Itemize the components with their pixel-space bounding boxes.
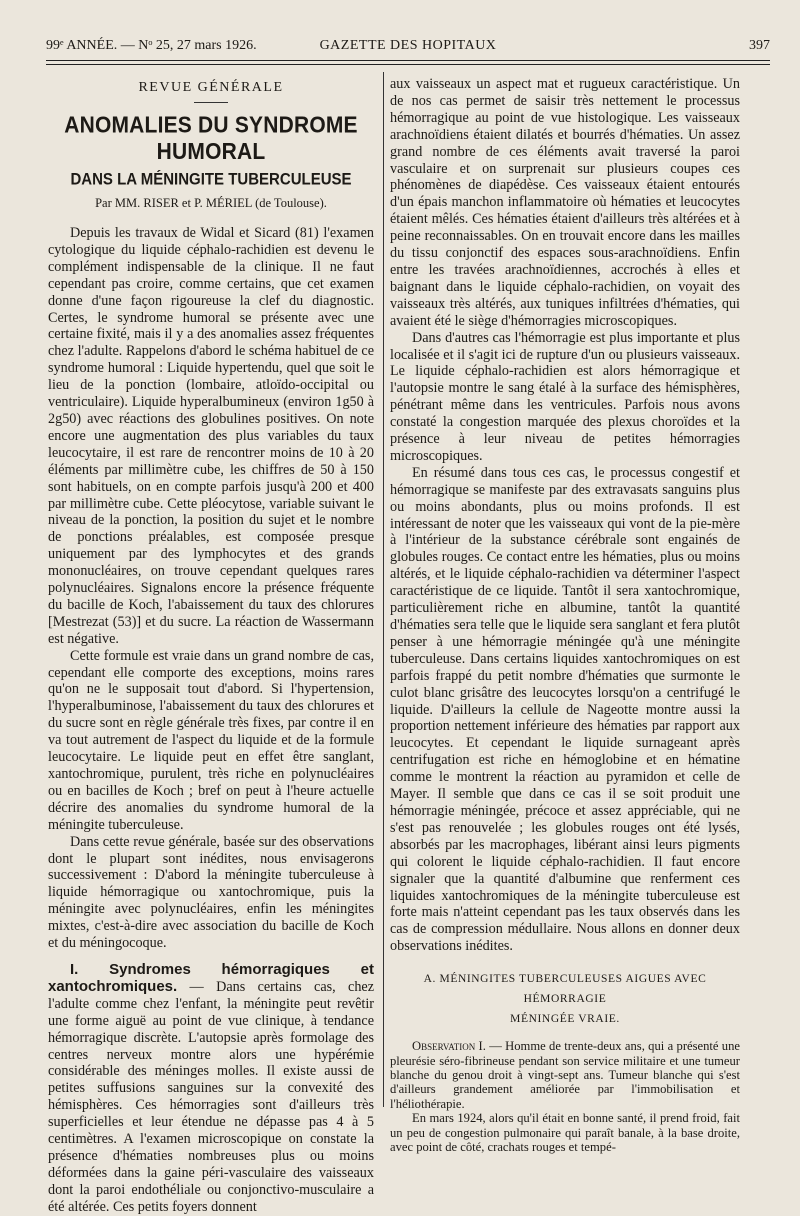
paragraph: Dans cette revue générale, basée sur des observations dont le plupart sont inédites, nous envisagerons successivement : D'abord la méningite tuberculeuse à liquide hémorragique ou xantochromique, puis la méningite avec polynucléaires, enfin les méningites mixtes, c'est-à-dire avec association du bacille de Koch et du méningocoque. [48, 833, 374, 952]
section-text: — Dans certains cas, chez l'adulte comme chez l'enfant, la méningite peut revêtir une forme aiguë au point de vue clinique, à tendance hémorragique discrète. L'autopsie après formolage des centres nerveux montre alors une hypérémie considérable des méninges molles. Il existe aussi de petites suffusions sanguines sur la convexité des hémisphères. Ces hémorragies sont d'ailleurs très superficielles et leur étendue ne dépasse pas 4 à 5 centimètres. A l'examen microscopique on constate la présence d'hématies nombreuses plus ou moins déformées dans la gaine péri-vasculaire des vaisseaux dont la paroi endothéliale ou conjonctivo-musculaire a été altérée. Ces petits foyers donnent [48, 978, 375, 1215]
left-column [48, 76, 374, 1216]
observation-paragraph-2: En mars 1924, alors qu'il était en bonne santé, il prend froid, fait un peu de congestion pulmonaire qui paraît banale, à la base droite, avec point de côté, crachats rouges et tempé- [390, 1111, 740, 1154]
article-title: ANOMALIES DU SYNDROME HUMORAL [64, 112, 358, 165]
page-number: 397 [749, 38, 770, 53]
page-header [46, 38, 770, 60]
paragraph: En résumé dans tous ces cas, le processus congestif et hémorragique se manifeste par des extravasats sanguins plus ou moins abondants, plus ou moins profonds. Il est intéressant de noter que les vaisseaux qui vont de la pie-mère à l'intérieur de la substance cérébrale sont engainés de globules rouges. Ce contact entre les hématies, plus ou moins altérés, et le liquide céphalo-rachidien va déterminer l'aspect caractéristique de ce liquide. Tantôt il sera xantochromique, particulièrement riche en albumine, tantôt la quantité d'hématies sera telle que le liquide sera sanglant et fera plutôt penser à une hémorragie méningée qu'à une méningite tuberculeuse. Dans certains liquides xantochromiques on est parfois frappé du petit nombre d'hématies que surmonte le culot blanc grisâtre des leucocytes lorsqu'on a centrifugé le liquide. D'ailleurs la cellule de Nageotte montre aussi la proportion nettement inférieure des hématies par rapport aux leucocytes. Et cependant le liquide surnageant après centrifugation est riche en hémoglobine et en hématine comme le montrent la réaction au pyramidon et celle de Mayer. Il semble que dans ce cas il se soit produit une hémorragie méningée, précoce et assez appréciable, qui ne s'est pas renouvelée ; les globules rouges ont été lysés, absorbés par les macrophages, libérant ainsi leurs pigments qui colorent le liquide céphalo-rachidien. Il faut encore signaler que la quantité d'albumine que renferment ces liquides xantochromiques de la méningite tuberculeuse est forte mais n'atteint cependant pas les taux observés dans les cas de compression médullaire. Nous allons en donner deux observations inédites. [390, 464, 740, 955]
journal-title: GAZETTE DES HOPITAUX [319, 38, 497, 53]
article-authors: Par MM. RISER et P. MÉRIEL (de Toulouse). [95, 196, 327, 210]
observation-label: Observation I. [412, 1039, 486, 1054]
observation-paragraph [390, 1039, 740, 1111]
subsection-heading-line2: MÉNINGÉE VRAIE. [510, 1013, 620, 1026]
section-heading: I. Syndromes hémorragiques et xantochromiques. [48, 960, 374, 995]
paragraph: Cette formule est vraie dans un grand nombre de cas, cependant elle comporte des exceptions, moins rares qu'on ne le supposait tout d'abord. Si l'hypertension, l'hyperalbuminose, l'abaissement du taux des chlorures et du sucre sont en règle générale très fixes, par contre il en va tout autrement de l'aspect du liquide et de la formule leucocytaire. Le liquide peut en effet être sanglant, xantochromique, purulent, très riche en polynucléaires ou en bacilles de Koch ; bref on peut à l'heure actuelle décrire des anomalies du syndrome humoral de la méningite tuberculeuse. [48, 647, 374, 833]
paragraph: Depuis les travaux de Widal et Sicard (81) l'examen cytologique du liquide céphalo-rachidien est devenu le complément indispensable de la clinique. Il ne faut cependant pas croire, comme certains, que cet examen donne d'une façon rigoureuse la clef du diagnostic. Certes, le syndrome humoral se présente avec une certaine fixité, mais il y a des anomalies assez fréquentes chez l'adulte. Rappelons d'abord le schéma habituel de ce syndrome humoral : Liquide hypertendu, quel que soit le lieu de la ponction (lombaire, atloïdo-occipital ou ventriculaire). Liquide hyperalbumineux (environ 1g50 à 2g50) avec réactions des globulines positives. On note encore une augmentation des plus variables du taux leucocytaire, il est rare de rencontrer moins de 10 à 20 éléments par millimètre cube, les chiffres de 50 à 150 sont habituels, on en compte parfois jusqu'à 200 et 400 par millimètre cube. Cette pléocytose, variable suivant le niveau de la ponction, la position du sujet et le nombre de ponctions préalables, est composée presque uniquement par des lymphocytes et des grands mononucléaires, on trouve cependant quelques rares polynucléaires. Signalons encore la présence fréquente du bacille de Koch, l'abaissement du taux des chlorures [Mestrezat (53)] et du sucre. La réaction de Wassermann est négative. [48, 225, 374, 647]
subsection-heading-line1: A. MÉNINGITES TUBERCULEUSES AIGUES AVEC HÉMORRAGIE [423, 973, 707, 1006]
header-rule-bottom [46, 64, 770, 65]
paragraph: Dans d'autres cas l'hémorragie est plus importante et plus localisée et il s'agit ici de rupture d'un ou plusieurs vaisseaux. Le liquide céphalo-rachidien est alors hémorragique et l'autopsie montre le sang étalé à la surface des hémisphères, pénétrant même dans les ventricules. Parfois nous avons constaté la congestion marquée des plexus choroïdes et la présence à leur niveau de petites hémorragies microscopiques. [390, 329, 740, 464]
section-paragraph [48, 962, 374, 1216]
observation-text: — Homme de trente-deux ans, qui a présenté une pleurésie séro-fibrineuse pendant son service militaire et une tumeur blanche du genou droit à vingt-sept ans. Tumeur blanche qui s'est d'ailleurs grandement améliorée par l'immobilisation et l'héliothérapie. [390, 1039, 740, 1111]
article-subtitle: DANS LA MÉNINGITE TUBERCULEUSE [70, 170, 352, 189]
paragraph: aux vaisseaux un aspect mat et rugueux caractéristique. Un de nos cas permet de saisir très nettement le processus hémorragique au point de vue histologique. Les vaisseaux arachnoïdiens étaient dilatés et bourrés d'hématies. Un assez grand nombre de ces éléments avait traversé la paroi vasculaire et on surprenait sur plusieurs coupes ces phénomènes de diapédèse. Ces vaisseaux étaient entourés d'un épais manchon inflammatoire où hématies et leucocytes étaient mêlés. Ces hématies étaient d'ailleurs très altérées et à peine reconnaissables. On en trouvait encore dans les mailles du tissu conjonctif des espaces sous-arachnoïdiens. Enfin entre les travées arachnoïdiennes, accrochés à elles et baignant dans le liquide céphalo-rachidien, on voyait des vaisseaux très altérés, aux tuniques infiltrées d'hématies, qui avaient été le siège d'hémorragies microscopiques. [390, 76, 740, 329]
issue-info: 99ᵉ ANNÉE. — Nᵒ 25, 27 mars 1926. [46, 38, 257, 53]
right-column [390, 76, 740, 1154]
rubric-rule [194, 102, 228, 103]
header-rule-top [46, 60, 770, 61]
rubric: REVUE GÉNÉRALE [138, 80, 284, 95]
column-divider [383, 72, 384, 1107]
subsection-heading [390, 969, 740, 1029]
